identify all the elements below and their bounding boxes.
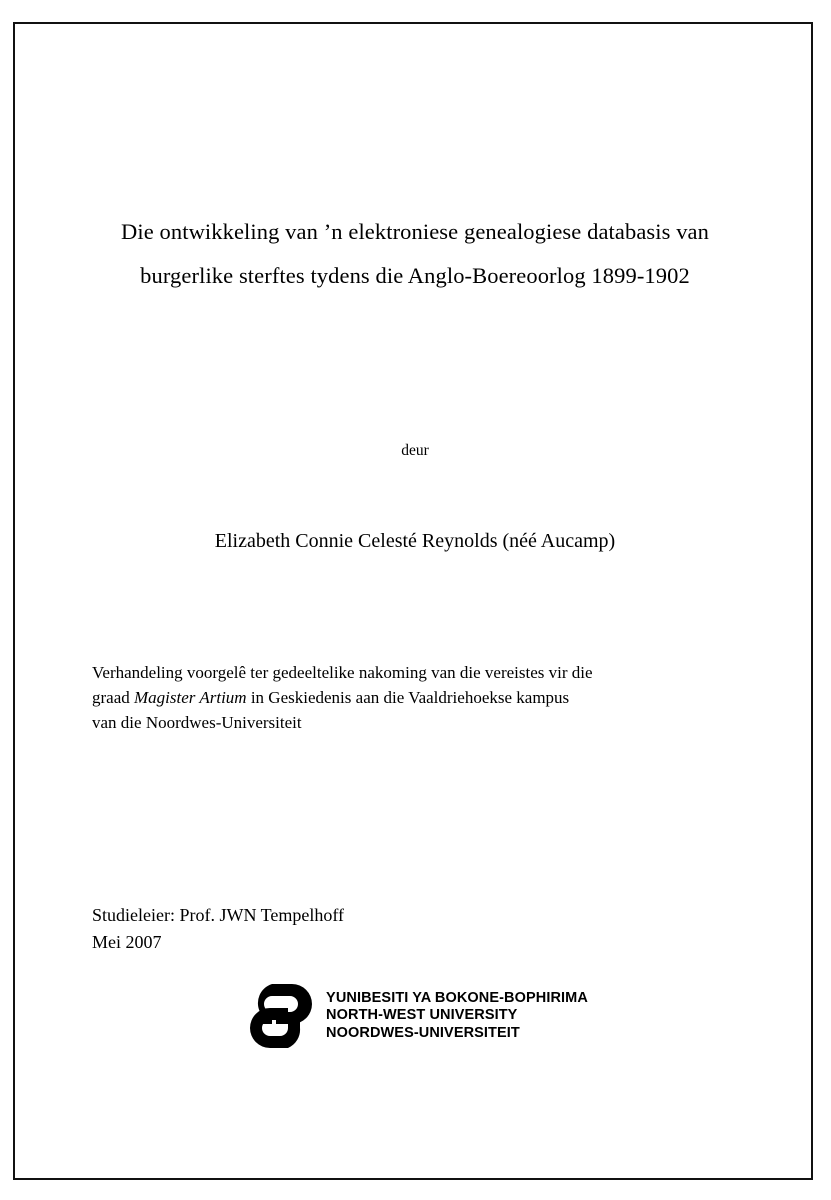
page-content <box>90 22 740 1180</box>
university-logo <box>90 980 740 1052</box>
author-name: Elizabeth Connie Celesté Reynolds (néé Aucamp) <box>214 530 616 552</box>
logo-text-block <box>326 990 588 1043</box>
logo-line-1: YUNIBESITI YA BOKONE-BOPHIRIMA <box>326 989 588 1006</box>
statement-line-2-suffix: in Geskiedenis aan die Vaaldriehoekse kampus <box>246 688 570 707</box>
date-line: Mei 2007 <box>92 932 162 952</box>
by-label: deur <box>401 442 429 459</box>
statement-line-3: van die Noordwes-Universiteit <box>92 713 302 732</box>
thesis-title <box>90 210 740 298</box>
supervisor-block <box>92 902 732 956</box>
logo-line-2: NORTH-WEST UNIVERSITY <box>326 1007 518 1024</box>
statement-line-2-prefix: graad <box>92 688 135 707</box>
nwu-logo-icon <box>242 980 318 1052</box>
supervisor-line: Studieleier: Prof. JWN Tempelhoff <box>92 905 345 925</box>
title-line-1: Die ontwikkeling van ’n elektroniese genealogiese databasis van <box>121 219 709 244</box>
logo-line-3: NOORDWES-UNIVERSITEIT <box>326 1024 520 1041</box>
statement-line-2 <box>92 685 722 710</box>
title-line-2: burgerlike sterftes tydens die Anglo-Boereoorlog 1899-1902 <box>140 263 690 288</box>
statement-line-1: Verhandeling voorgelê ter gedeeltelike nakoming van die vereistes vir die <box>92 663 593 682</box>
degree-name: Magister Artium <box>134 688 247 707</box>
degree-statement <box>92 660 722 735</box>
